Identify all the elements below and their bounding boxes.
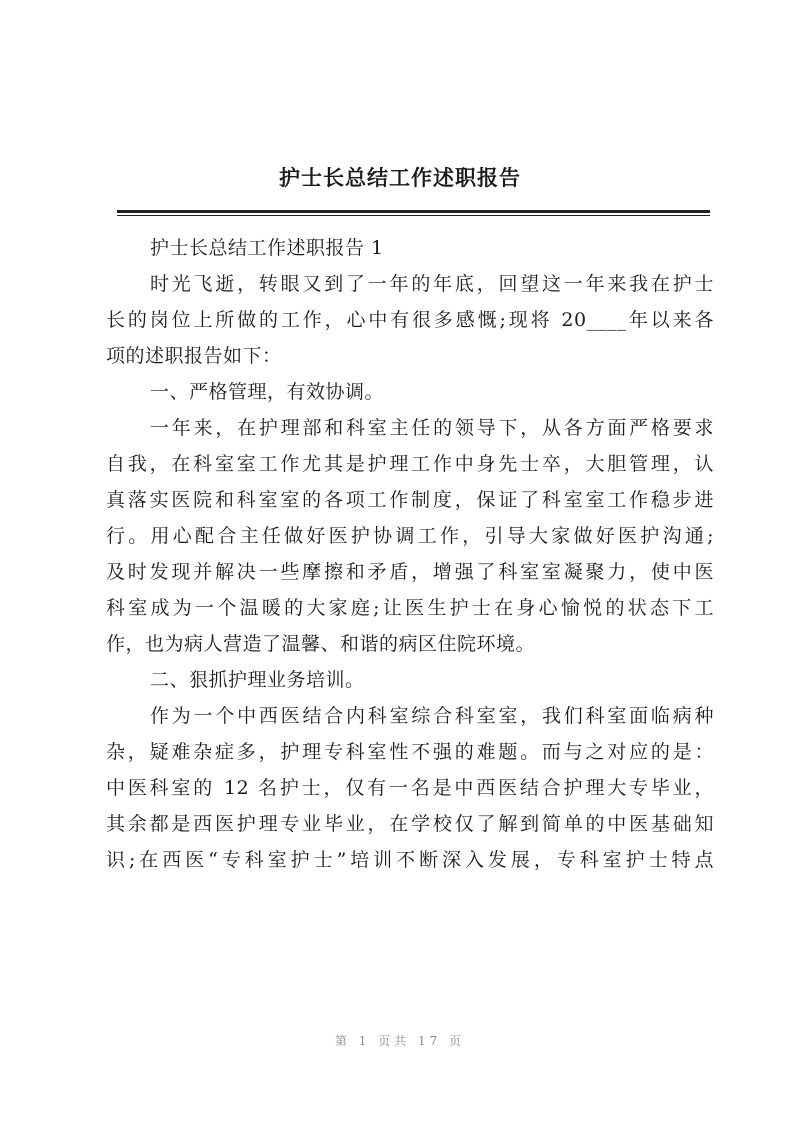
paragraph-line: 其余都是西医护理专业毕业，在学校仅了解到简单的中医基础知: [106, 813, 714, 835]
page-footer: 第 1 页共 17 页: [334, 1034, 466, 1048]
title-underline-thin: [117, 215, 710, 216]
document-title: 护士长总结工作述职报告: [279, 166, 521, 190]
section-heading-line: 一、严格管理，有效协调。: [150, 381, 385, 403]
paragraph-line: 识;在西医“专科室护士”培训不断深入发展，专科室护士特点: [106, 849, 714, 871]
paragraph-line: 作，也为病人营造了温馨、和谐的病区住院环境。: [106, 633, 536, 655]
paragraph-line: 科室成为一个温暖的大家庭;让医生护士在身心愉悦的状态下工: [106, 597, 714, 619]
paragraph-heading-line: 护士长总结工作述职报告 1: [150, 237, 384, 259]
section-heading-line: 二、狠抓护理业务培训。: [150, 669, 365, 691]
paragraph-line: 自我，在科室室工作尤其是护理工作中身先士卒，大胆管理，认: [106, 453, 714, 475]
paragraph-line: 及时发现并解决一些摩擦和矛盾，增强了科室室凝聚力，使中医: [106, 561, 714, 583]
paragraph-line: 一年来，在护理部和科室主任的领导下，从各方面严格要求: [150, 417, 714, 439]
paragraph-line: 作为一个中西医结合内科室综合科室室，我们科室面临病种: [150, 705, 714, 727]
paragraph-line: 杂，疑难杂症多，护理专科室性不强的难题。而与之对应的是：: [106, 741, 714, 763]
title-underline-thick: [117, 210, 710, 213]
paragraph-line: 时光飞逝，转眼又到了一年的年底，回望这一年来我在护士: [150, 273, 714, 295]
paragraph-line: 行。用心配合主任做好医护协调工作，引导大家做好医护沟通;: [106, 525, 714, 547]
paragraph-line: 真落实医院和科室室的各项工作制度，保证了科室室工作稳步进: [106, 489, 714, 511]
document-body: [106, 230, 714, 878]
paragraph-line: 中医科室的 12 名护士，仅有一名是中西医结合护理大专毕业，: [106, 777, 714, 799]
paragraph-line: 项的述职报告如下：: [106, 345, 282, 367]
paragraph-line: 长的岗位上所做的工作，心中有很多感慨;现将 20____年以来各: [106, 309, 714, 331]
